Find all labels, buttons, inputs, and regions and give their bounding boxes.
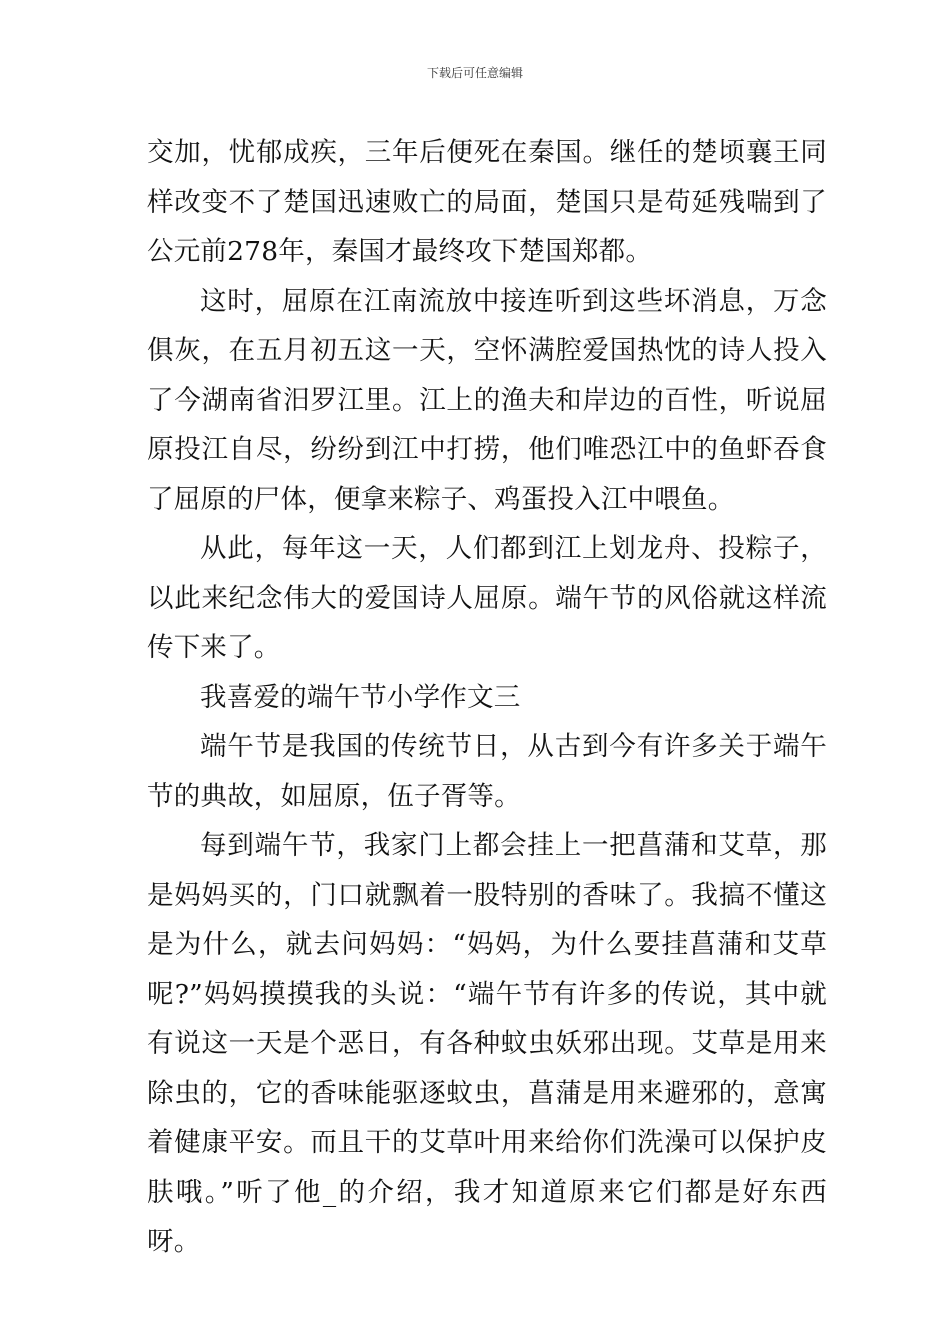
paragraph-5: 每到端午节，我家门上都会挂上一把菖蒲和艾草，那是妈妈买的，门口就飘着一股特别的香味了。我搞不懂这是为什么，就去问妈妈：“妈妈，为什么要挂菖蒲和艾草呢?”妈妈摸摸我的头说：“端午节有许多的传说，其中就有说这一天是个恶日，有各种蚊虫妖邪出现。艾草是用来除虫的，它的香味能驱逐蚊虫，菖蒲是用来避邪的，意寓着健康平安。而且干的艾草叶用来给你们洗澡可以保护皮肤哦。”听了他_的介绍，我才知道原来它们都是好东西呀。: [147, 830, 827, 1257]
section-heading: 我喜爱的端午节小学作文三: [200, 681, 521, 713]
paragraph-1: 交加，忧郁成疾，三年后便死在秦国。继任的楚顷襄王同样改变不了楚国迅速败亡的局面，楚国只是苟延残喘到了公元前278年，秦国才最终攻下楚国郑都。: [147, 137, 827, 267]
paragraph-3: 从此，每年这一天，人们都到江上划龙舟、投粽子，以此来纪念伟大的爱国诗人屈原。端午节的风俗就这样流传下来了。: [147, 533, 827, 663]
paragraph-2: 这时，屈原在江南流放中接连听到这些坏消息，万念俱灰，在五月初五这一天，空怀满腔爱国热忱的诗人投入了今湖南省汨罗江里。江上的渔夫和岸边的百性，听说屈原投江自尽，纷纷到江中打捞，他们唯恐江中的鱼虾吞食了屈原的尸体，便拿来粽子、鸡蛋投入江中喂鱼。: [147, 285, 827, 515]
document-body: [147, 128, 827, 1267]
paragraph-4: 端午节是我国的传统节日，从古到今有许多关于端午节的典故，如屈原，伍子胥等。: [147, 731, 827, 812]
page-header: 下载后可任意编辑: [426, 66, 523, 80]
